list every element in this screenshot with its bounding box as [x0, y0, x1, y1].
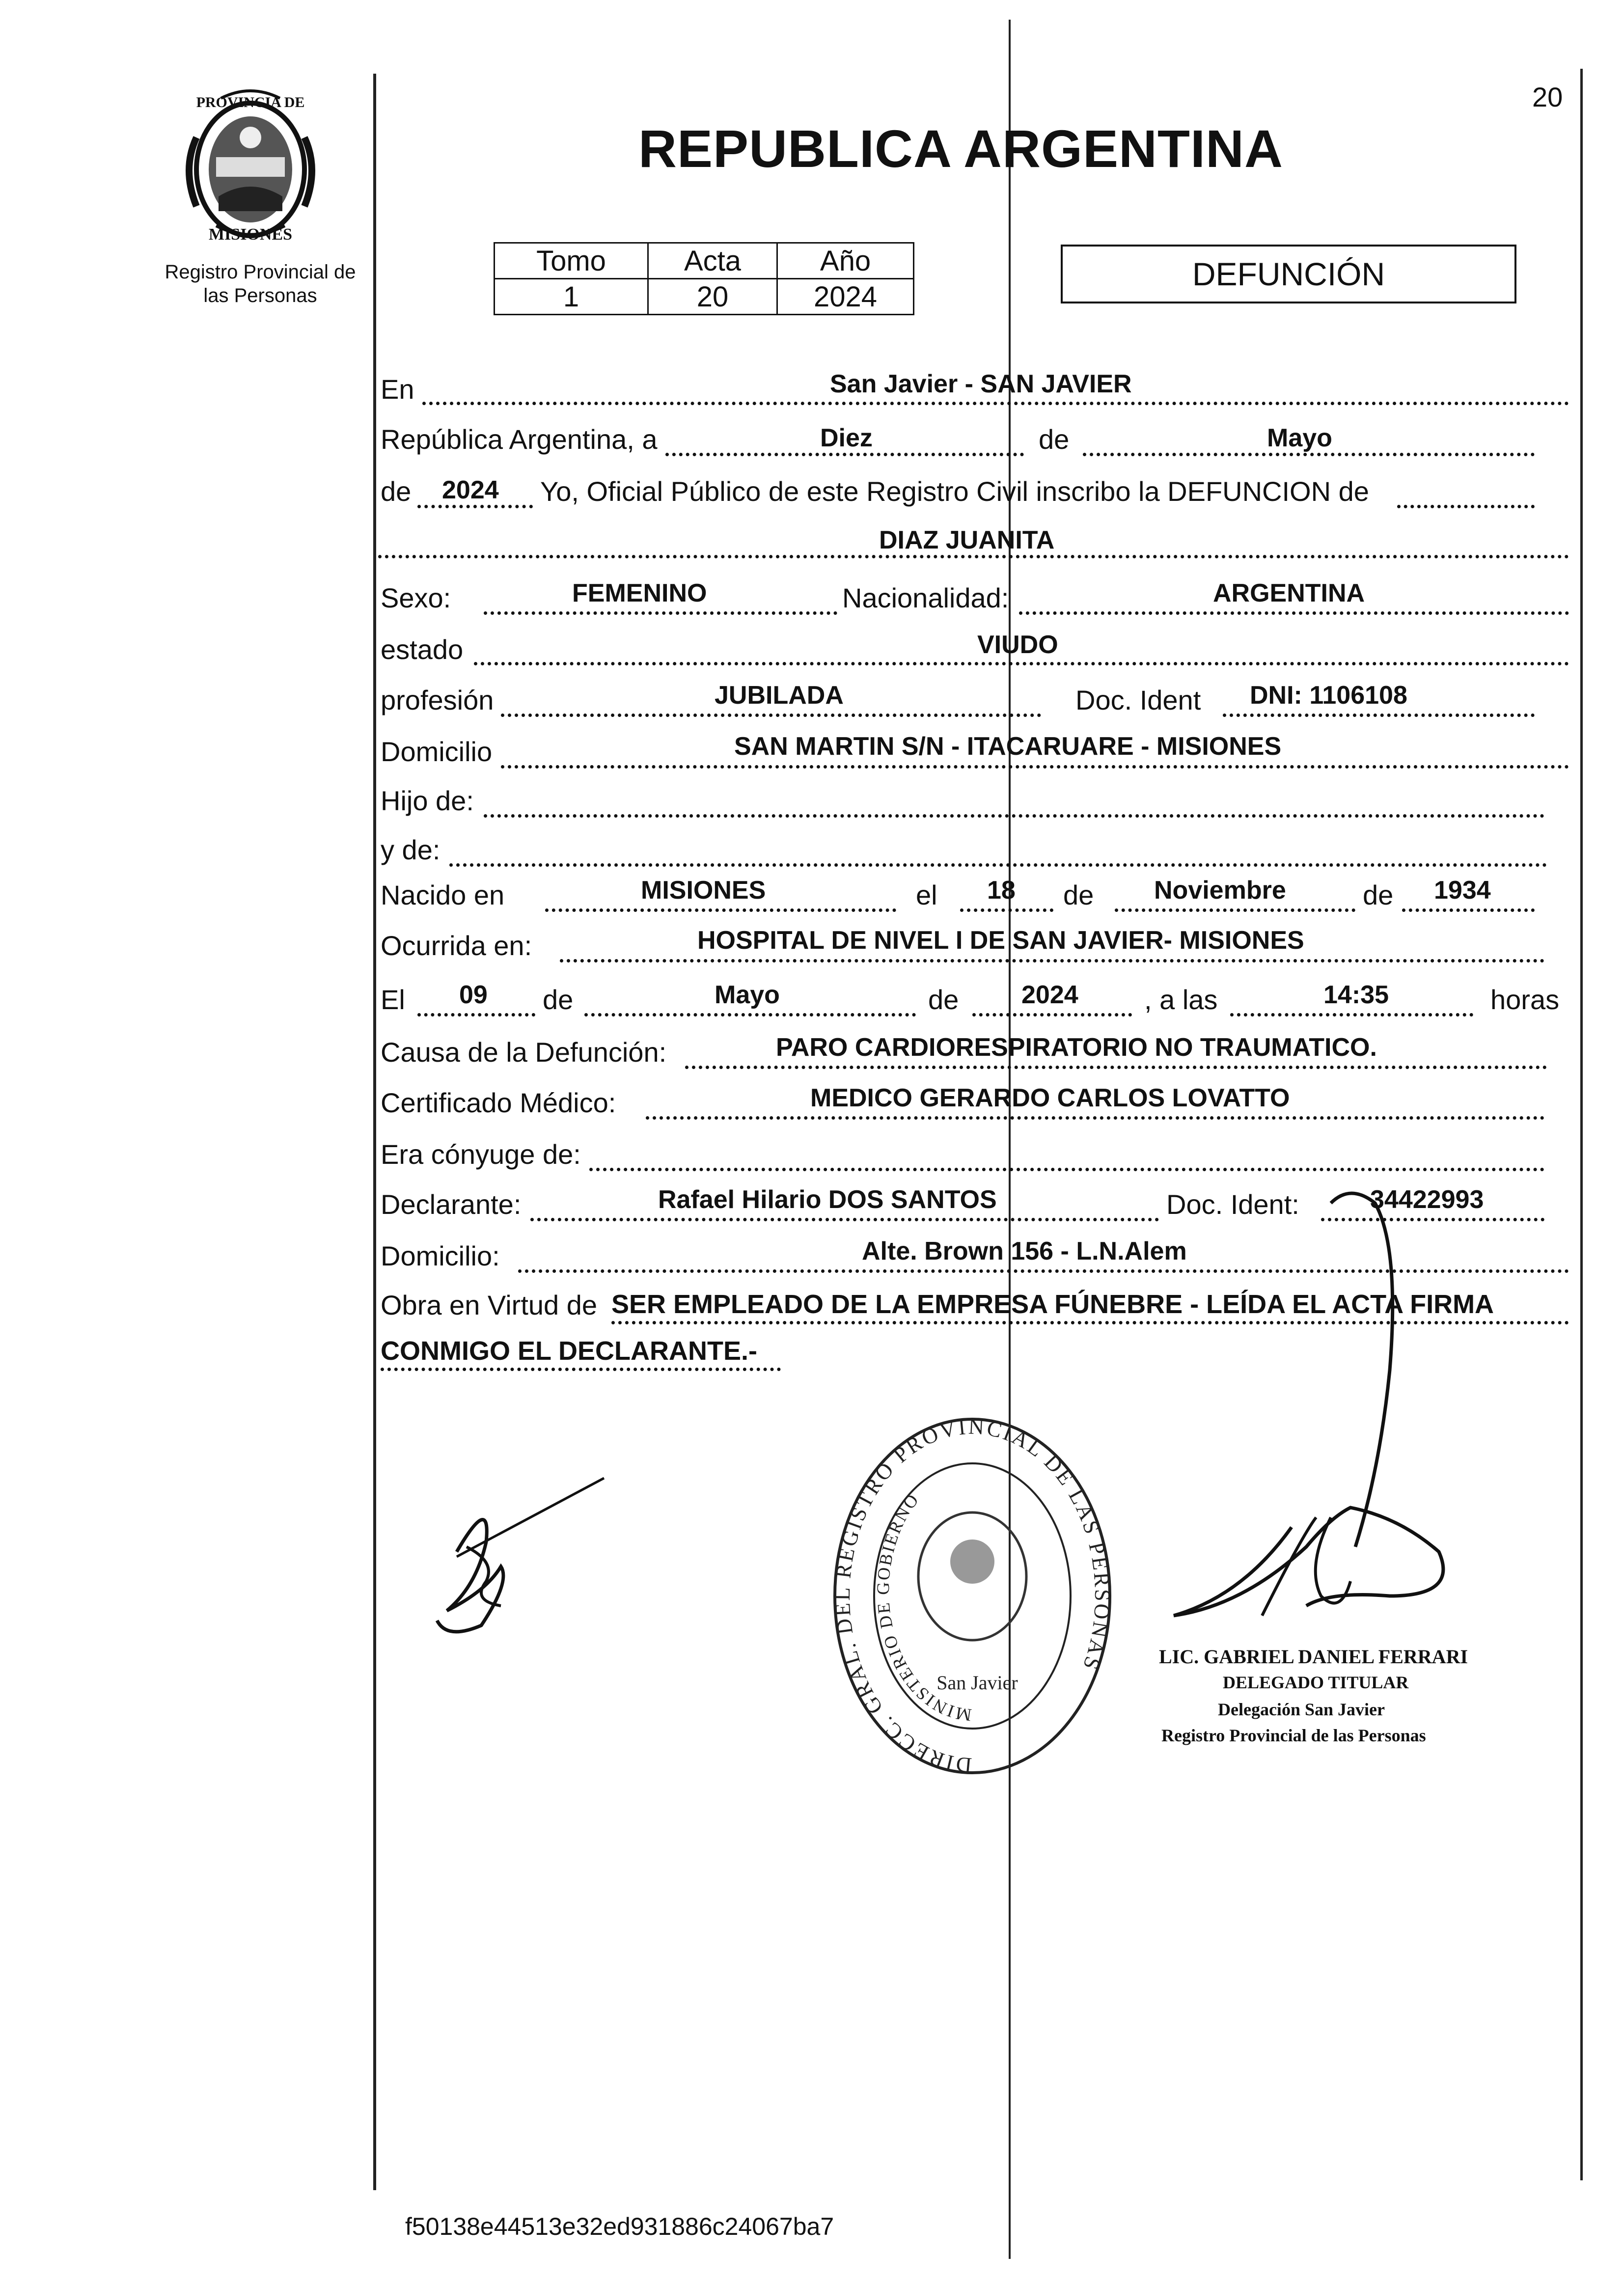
dotted-line — [1230, 1013, 1473, 1017]
label-estado: estado — [381, 634, 464, 665]
field-mes-nacimiento: Noviembre — [1154, 876, 1286, 905]
label-de: de — [1039, 424, 1070, 455]
dotted-line — [530, 1218, 1159, 1221]
document-type-label: DEFUNCIÓN — [1192, 256, 1385, 292]
official-name: LIC. GABRIEL DANIEL FERRARI — [1159, 1646, 1468, 1668]
field-dia-letras: Diez — [820, 424, 873, 452]
field-anio-defuncion: 2024 — [1021, 981, 1078, 1009]
ref-header-tomo: Tomo — [495, 243, 648, 279]
dotted-line — [545, 908, 896, 912]
label-en: En — [381, 374, 414, 405]
label-yo-oficial: Yo, Oficial Público de este Registro Civil inscribo la DEFUNCION de — [540, 476, 1369, 507]
label-domicilio: Domicilio — [381, 736, 493, 767]
left-margin-line — [373, 74, 376, 2190]
dotted-line — [474, 662, 1569, 665]
official-signature — [1144, 1174, 1468, 1665]
label-obra: Obra en Virtud de — [381, 1290, 598, 1320]
field-lugar: San Javier - SAN JAVIER — [830, 370, 1132, 398]
dotted-line — [1397, 505, 1535, 508]
svg-text:MISIONES: MISIONES — [208, 225, 293, 244]
official-agency: Registro Provincial de las Personas — [1161, 1726, 1426, 1745]
label-certificado: Certificado Médico: — [381, 1087, 616, 1118]
document-hash: f50138e44513e32ed931886c24067ba7 — [405, 2213, 834, 2240]
ref-value-tomo: 1 — [495, 279, 648, 315]
field-documento: DNI: 1106108 — [1250, 681, 1407, 710]
label-hijo-de: Hijo de: — [381, 785, 474, 816]
label-doc-ident: Doc. Ident — [1075, 685, 1201, 715]
dotted-line — [501, 714, 1041, 717]
label-conyuge: Era cónyuge de: — [381, 1139, 581, 1170]
field-obra-linea1: SER EMPLEADO DE LA EMPRESA FÚNEBRE - LEÍDA EL ACTA FIRMA — [611, 1290, 1494, 1319]
field-mes: Mayo — [1267, 424, 1332, 452]
dotted-line — [960, 908, 1053, 912]
label-nacido-en: Nacido en — [381, 879, 505, 910]
field-anio: 2024 — [442, 476, 499, 504]
official-title: DELEGADO TITULAR — [1223, 1673, 1409, 1692]
dotted-line — [417, 505, 533, 508]
label-profesion: profesión — [381, 685, 494, 715]
dotted-line — [501, 765, 1569, 769]
official-office: Delegación San Javier — [1218, 1700, 1385, 1719]
field-sexo: FEMENINO — [572, 579, 707, 607]
label-de: de — [1063, 879, 1094, 910]
label-a-las: , a las — [1144, 984, 1218, 1015]
reference-table — [494, 242, 914, 315]
page-title: REPUBLICA ARGENTINA — [638, 119, 1283, 178]
issuer-caption: Registro Provincial de las Personas — [165, 261, 356, 306]
dotted-line — [665, 453, 1024, 456]
label-republica: República Argentina, a — [381, 424, 658, 455]
page-number: 20 — [1532, 82, 1563, 112]
label-ocurrida-en: Ocurrida en: — [381, 930, 532, 961]
svg-text:MINISTERIO DE GOBIERNO: MINISTERIO DE GOBIERNO — [873, 1489, 973, 1725]
dotted-line — [417, 1013, 535, 1017]
svg-text:DIRECC. GRAL. DEL REGISTRO PRO: DIRECC. GRAL. DEL REGISTRO PROVINCIAL DE LAS PERSONAS — [830, 1414, 1115, 1778]
field-dia-defuncion: 09 — [459, 981, 488, 1009]
field-certificado: MEDICO GERARDO CARLOS LOVATTO — [810, 1084, 1290, 1112]
dotted-line — [685, 1066, 1547, 1069]
official-stamp — [830, 1414, 1115, 1778]
ref-value-anio: 2024 — [777, 279, 914, 315]
dotted-line — [378, 555, 1569, 558]
dotted-line — [560, 959, 1544, 962]
dotted-line — [589, 1168, 1544, 1171]
label-de: de — [1363, 879, 1394, 910]
dotted-line — [1083, 453, 1535, 456]
label-de: de — [381, 476, 412, 507]
label-doc-ident-declarante: Doc. Ident: — [1166, 1189, 1299, 1220]
dotted-line — [484, 814, 1544, 818]
document-type-box — [1061, 245, 1516, 303]
dotted-line — [484, 611, 837, 615]
dotted-line — [1223, 714, 1535, 717]
dotted-line — [646, 1116, 1544, 1120]
field-profesion: JUBILADA — [715, 681, 844, 710]
label-sexo: Sexo: — [381, 582, 451, 613]
dotted-line — [1402, 908, 1535, 912]
label-declarante: Declarante: — [381, 1189, 522, 1220]
ref-header-acta: Acta — [648, 243, 777, 279]
field-domicilio: SAN MARTIN S/N - ITACARUARE - MISIONES — [734, 732, 1282, 761]
label-nacionalidad: Nacionalidad: — [842, 582, 1009, 613]
svg-text:San Javier: San Javier — [936, 1672, 1018, 1694]
field-nacionalidad: ARGENTINA — [1213, 579, 1365, 607]
dotted-line — [1019, 611, 1569, 615]
dotted-line — [584, 1013, 916, 1017]
field-hora: 14:35 — [1323, 981, 1389, 1009]
dotted-line — [422, 402, 1569, 405]
dotted-line — [972, 1013, 1132, 1017]
field-obra-linea2: CONMIGO EL DECLARANTE.- — [381, 1336, 757, 1366]
right-margin-line — [1580, 69, 1583, 2180]
dotted-line — [1115, 908, 1355, 912]
field-declarante-doc: 34422993 — [1370, 1185, 1484, 1214]
label-causa: Causa de la Defunción: — [381, 1037, 667, 1068]
declarant-signature — [427, 1463, 614, 1645]
label-el: el — [916, 879, 937, 910]
label-de: de — [928, 984, 959, 1015]
field-fallecido: DIAZ JUANITA — [879, 526, 1055, 554]
field-mes-defuncion: Mayo — [715, 981, 780, 1009]
field-ocurrida-en: HOSPITAL DE NIVEL I DE SAN JAVIER- MISIONES — [697, 926, 1304, 955]
label-y-de: y de: — [381, 834, 440, 865]
field-declarante: Rafael Hilario DOS SANTOS — [658, 1185, 997, 1214]
field-lugar-nacimiento: MISIONES — [641, 876, 766, 905]
dotted-line — [381, 1368, 781, 1371]
label-de: de — [543, 984, 574, 1015]
province-coat-of-arms — [177, 83, 324, 246]
label-el-cap: El — [381, 984, 405, 1015]
dotted-line — [449, 863, 1547, 867]
field-declarante-domicilio: Alte. Brown 156 - L.N.Alem — [862, 1237, 1187, 1265]
label-domicilio-declarante: Domicilio: — [381, 1240, 500, 1271]
field-causa: PARO CARDIORESPIRATORIO NO TRAUMATICO. — [776, 1033, 1377, 1062]
ref-header-anio: Año — [777, 243, 914, 279]
label-horas: horas — [1490, 984, 1560, 1015]
fold-line — [1009, 20, 1011, 2259]
svg-text:PROVINCIA DE: PROVINCIA DE — [196, 94, 305, 110]
field-estado: VIUDO — [977, 631, 1058, 659]
field-anio-nacimiento: 1934 — [1434, 876, 1491, 905]
field-dia-nacimiento: 18 — [987, 876, 1016, 905]
ref-value-acta: 20 — [648, 279, 777, 315]
